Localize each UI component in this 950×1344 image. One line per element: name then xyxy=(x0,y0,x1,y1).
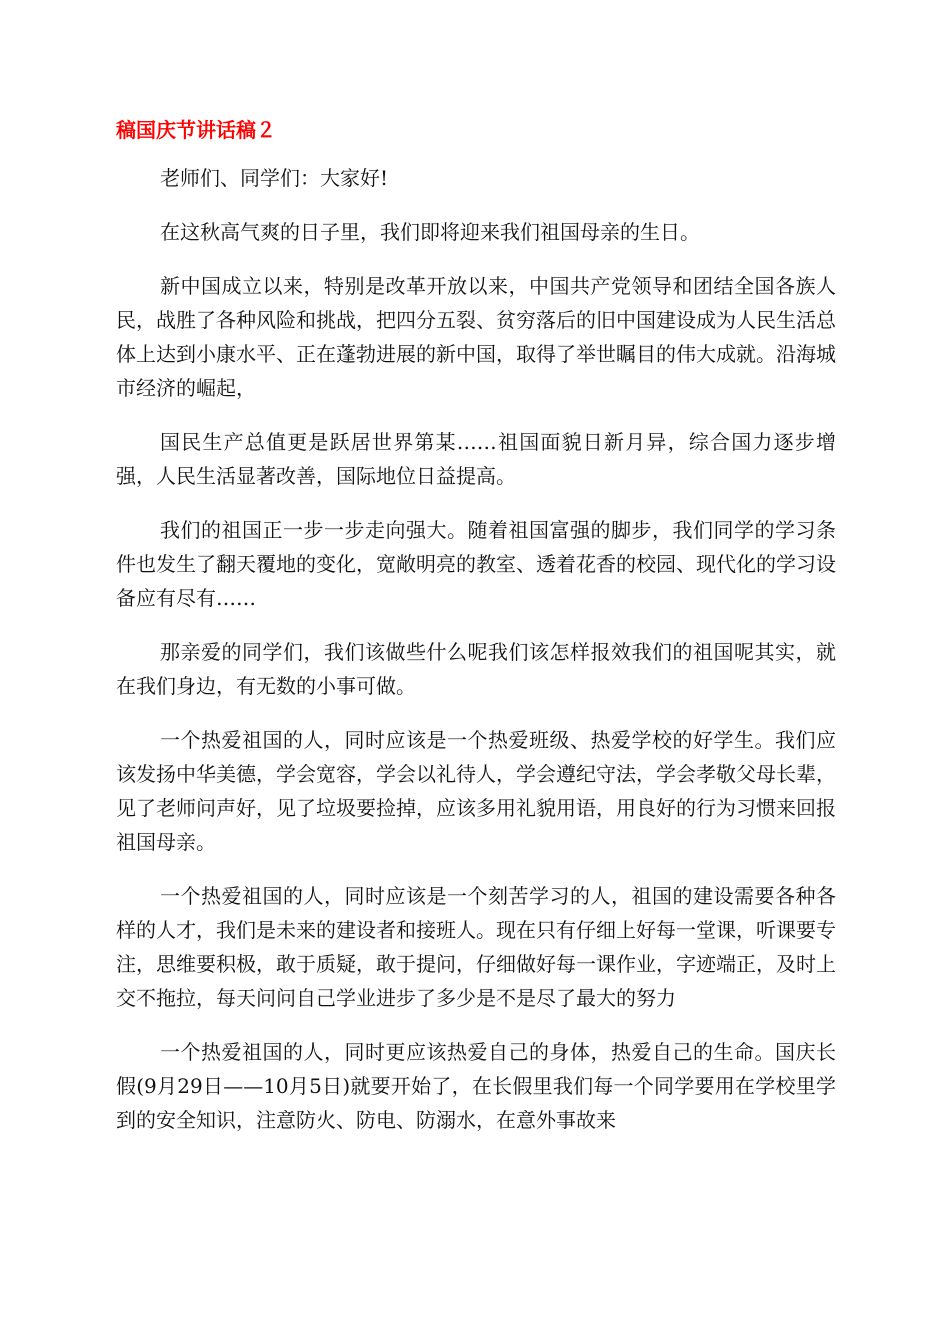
paragraph: 一个热爱祖国的人，同时应该是一个刻苦学习的人，祖国的建设需要各种各样的人才，我们是未来的建设者和接班人。现在只有仔细上好每一堂课，听课要专注，思维要积极，敢于质疑，敢于提问，仔细做好每一课作业，字迹端正，及时上交不拖拉，每天问问自己学业进步了多少是不是尽了最大的努力 xyxy=(116,884,836,1010)
paragraph: 我们的祖国正一步一步走向强大。随着祖国富强的脚步，我们同学的学习条件也发生了翻天覆地的变化，宽敞明亮的教室、透着花香的校园、现代化的学习设备应有尽有…… xyxy=(116,518,836,610)
document-body xyxy=(116,161,836,1157)
paragraph: 在这秋高气爽的日子里，我们即将迎来我们祖国母亲的生日。 xyxy=(160,220,700,244)
paragraph: 一个热爱祖国的人，同时应该是一个热爱班级、热爱学校的好学生。我们应该发扬中华美德，学会宽容，学会以礼待人，学会遵纪守法，学会孝敬父母长辈，见了老师问声好，见了垃圾要捡掉，应该多用礼貌用语，用良好的行为习惯来回报祖国母亲。 xyxy=(116,728,836,854)
paragraph: 那亲爱的同学们，我们该做些什么呢我们该怎样报效我们的祖国呢其实，就在我们身边，有无数的小事可做。 xyxy=(116,640,836,698)
paragraph: 新中国成立以来，特别是改革开放以来，中国共产党领导和团结全国各族人民，战胜了各种风险和挑战，把四分五裂、贫穷落后的旧中国建设成为人民生活总体上达到小康水平、正在蓬勃进展的新中国，取得了举世瞩目的伟大成就。沿海城市经济的崛起， xyxy=(116,274,836,400)
paragraph: 一个热爱祖国的人，同时更应该热爱自己的身体，热爱自己的生命。国庆长假(9月29日——10月5日)就要开始了，在长假里我们每一个同学要用在学校里学到的安全知识，注意防火、防电、防溺水，在意外事故来 xyxy=(116,1040,836,1132)
document-title: 稿国庆节讲话稿２ xyxy=(116,118,276,142)
paragraph-greeting: 老师们、同学们：大家好! xyxy=(160,166,389,190)
paragraph: 国民生产总值更是跃居世界第某……祖国面貌日新月异，综合国力逐步增强，人民生活显著改善，国际地位日益提高。 xyxy=(116,430,836,488)
